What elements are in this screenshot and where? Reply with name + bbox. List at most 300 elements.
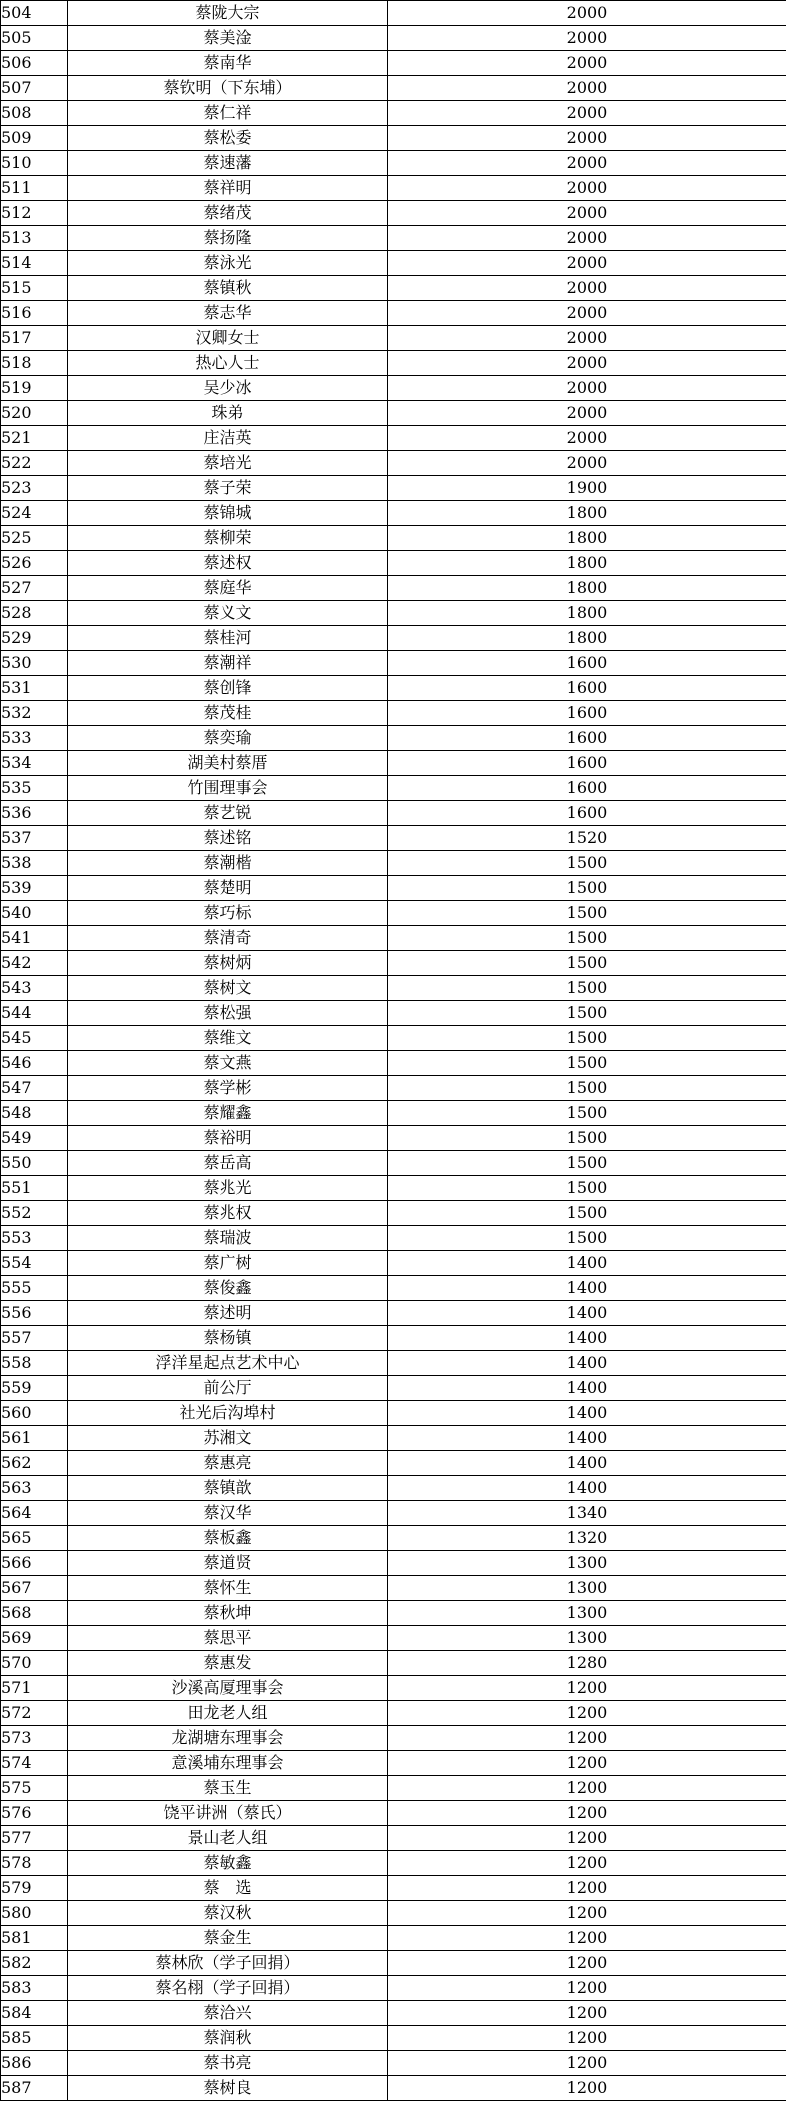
- donor-name: 蔡兆光: [68, 1176, 388, 1201]
- donor-name: 蔡楚明: [68, 876, 388, 901]
- donor-name: 蔡潮楷: [68, 851, 388, 876]
- row-number: 551: [1, 1176, 68, 1201]
- donor-name: 蔡秋坤: [68, 1601, 388, 1626]
- donation-amount: 1500: [388, 1051, 786, 1076]
- donor-name: 蔡子荣: [68, 476, 388, 501]
- donation-amount: 1300: [388, 1626, 786, 1651]
- donor-name: 蔡陇大宗: [68, 1, 388, 26]
- donation-amount: 1280: [388, 1651, 786, 1676]
- row-number: 522: [1, 451, 68, 476]
- table-row: [1, 1251, 786, 1276]
- table-row: [1, 1126, 786, 1151]
- donation-amount: 1500: [388, 951, 786, 976]
- donor-name: 蔡奕瑜: [68, 726, 388, 751]
- row-number: 504: [1, 1, 68, 26]
- row-number: 509: [1, 126, 68, 151]
- table-row: [1, 1426, 786, 1451]
- donor-name: 蔡道贤: [68, 1551, 388, 1576]
- table-row: [1, 1626, 786, 1651]
- row-number: 524: [1, 501, 68, 526]
- donor-name: 蔡扬隆: [68, 226, 388, 251]
- donation-amount: 1200: [388, 1976, 786, 2001]
- donation-amount: 1500: [388, 1151, 786, 1176]
- donor-name: 蔡镇歆: [68, 1476, 388, 1501]
- donation-amount: 1400: [388, 1351, 786, 1376]
- donation-amount: 2000: [388, 26, 786, 51]
- donor-name: 景山老人组: [68, 1826, 388, 1851]
- donor-name: 蔡南华: [68, 51, 388, 76]
- donation-amount: 2000: [388, 301, 786, 326]
- row-number: 550: [1, 1151, 68, 1176]
- donor-name: 蔡怀生: [68, 1576, 388, 1601]
- donor-name: 吴少冰: [68, 376, 388, 401]
- table-row: [1, 626, 786, 651]
- table-row: [1, 1951, 786, 1976]
- table-row: [1, 1826, 786, 1851]
- donor-name: 蔡瑞波: [68, 1226, 388, 1251]
- donation-amount: 1800: [388, 501, 786, 526]
- row-number: 554: [1, 1251, 68, 1276]
- donor-name: 蔡述权: [68, 551, 388, 576]
- donor-name: 蔡杨镇: [68, 1326, 388, 1351]
- table-row: [1, 1451, 786, 1476]
- donor-name: 蔡钦明（下东埔）: [68, 76, 388, 101]
- table-row: [1, 401, 786, 426]
- donor-name: 蔡玉生: [68, 1776, 388, 1801]
- donor-name: 蔡庭华: [68, 576, 388, 601]
- donor-name: 蔡文燕: [68, 1051, 388, 1076]
- donor-name: 社光后沟埠村: [68, 1401, 388, 1426]
- donor-name: 蔡广树: [68, 1251, 388, 1276]
- donor-name: 蔡绪茂: [68, 201, 388, 226]
- row-number: 511: [1, 176, 68, 201]
- row-number: 561: [1, 1426, 68, 1451]
- row-number: 555: [1, 1276, 68, 1301]
- donation-amount: 2000: [388, 151, 786, 176]
- table-row: [1, 276, 786, 301]
- donor-name: 蔡创锋: [68, 676, 388, 701]
- donor-name: 蔡金生: [68, 1926, 388, 1951]
- donation-amount: 2000: [388, 426, 786, 451]
- donation-amount: 1600: [388, 801, 786, 826]
- donation-amount: 1340: [388, 1501, 786, 1526]
- donation-amount: 1500: [388, 1226, 786, 1251]
- donation-amount: 1200: [388, 1751, 786, 1776]
- donor-name: 蔡润秋: [68, 2026, 388, 2051]
- row-number: 546: [1, 1051, 68, 1076]
- donor-name: 蔡巧标: [68, 901, 388, 926]
- donation-amount: 1500: [388, 1076, 786, 1101]
- row-number: 563: [1, 1476, 68, 1501]
- table-row: [1, 1726, 786, 1751]
- donation-amount: 2000: [388, 226, 786, 251]
- row-number: 532: [1, 701, 68, 726]
- row-number: 547: [1, 1076, 68, 1101]
- row-number: 575: [1, 1776, 68, 1801]
- table-row: [1, 1226, 786, 1251]
- donation-amount: 1600: [388, 751, 786, 776]
- row-number: 578: [1, 1851, 68, 1876]
- table-row: [1, 951, 786, 976]
- row-number: 526: [1, 551, 68, 576]
- donation-amount: 1200: [388, 1876, 786, 1901]
- donation-amount: 1200: [388, 2001, 786, 2026]
- table-row: [1, 176, 786, 201]
- donation-amount: 1300: [388, 1551, 786, 1576]
- table-row: [1, 1676, 786, 1701]
- table-row: [1, 801, 786, 826]
- donor-name: 蔡名栩（学子回捐）: [68, 1976, 388, 2001]
- table-row: [1, 1176, 786, 1201]
- donor-name: 田龙老人组: [68, 1701, 388, 1726]
- row-number: 584: [1, 2001, 68, 2026]
- donation-amount: 1500: [388, 1126, 786, 1151]
- table-row: [1, 1576, 786, 1601]
- row-number: 544: [1, 1001, 68, 1026]
- donor-name: 蔡岳高: [68, 1151, 388, 1176]
- donor-name: 浮洋星起点艺术中心: [68, 1351, 388, 1376]
- donation-table-body: [1, 1, 786, 2101]
- donation-amount: 1300: [388, 1576, 786, 1601]
- row-number: 557: [1, 1326, 68, 1351]
- row-number: 520: [1, 401, 68, 426]
- donation-amount: 2000: [388, 376, 786, 401]
- donation-amount: 1200: [388, 1701, 786, 1726]
- row-number: 558: [1, 1351, 68, 1376]
- donation-amount: 1800: [388, 626, 786, 651]
- donation-amount: 1500: [388, 976, 786, 1001]
- row-number: 556: [1, 1301, 68, 1326]
- table-row: [1, 1351, 786, 1376]
- donation-amount: 1520: [388, 826, 786, 851]
- donor-name: 蔡茂桂: [68, 701, 388, 726]
- table-row: [1, 1551, 786, 1576]
- table-row: [1, 1876, 786, 1901]
- table-row: [1, 1151, 786, 1176]
- donor-name: 蔡书亮: [68, 2051, 388, 2076]
- table-row: [1, 26, 786, 51]
- row-number: 505: [1, 26, 68, 51]
- row-number: 515: [1, 276, 68, 301]
- row-number: 583: [1, 1976, 68, 2001]
- table-row: [1, 376, 786, 401]
- donor-name: 龙湖塘东理事会: [68, 1726, 388, 1751]
- row-number: 525: [1, 526, 68, 551]
- donation-amount: 2000: [388, 126, 786, 151]
- donation-amount: 2000: [388, 101, 786, 126]
- donor-name: 前公厅: [68, 1376, 388, 1401]
- row-number: 529: [1, 626, 68, 651]
- table-row: [1, 676, 786, 701]
- donation-amount: 2000: [388, 401, 786, 426]
- row-number: 519: [1, 376, 68, 401]
- donor-name: 蔡速藩: [68, 151, 388, 176]
- donation-amount: 1200: [388, 1826, 786, 1851]
- table-row: [1, 1651, 786, 1676]
- donation-amount: 1500: [388, 851, 786, 876]
- donor-name: 蔡汉华: [68, 1501, 388, 1526]
- table-row: [1, 426, 786, 451]
- donor-name: 蔡清奇: [68, 926, 388, 951]
- donor-name: 蔡惠亮: [68, 1451, 388, 1476]
- row-number: 577: [1, 1826, 68, 1851]
- donation-amount: 1400: [388, 1276, 786, 1301]
- row-number: 579: [1, 1876, 68, 1901]
- donor-name: 蔡惠发: [68, 1651, 388, 1676]
- donor-name: 蔡美淦: [68, 26, 388, 51]
- donor-name: 珠弟: [68, 401, 388, 426]
- row-number: 559: [1, 1376, 68, 1401]
- donor-name: 蔡树良: [68, 2076, 388, 2101]
- donation-amount: 1200: [388, 1801, 786, 1826]
- table-row: [1, 1376, 786, 1401]
- table-row: [1, 2026, 786, 2051]
- table-row: [1, 1601, 786, 1626]
- row-number: 540: [1, 901, 68, 926]
- table-row: [1, 1076, 786, 1101]
- donor-name: 蔡仁祥: [68, 101, 388, 126]
- table-row: [1, 351, 786, 376]
- table-row: [1, 776, 786, 801]
- donor-name: 蔡述铭: [68, 826, 388, 851]
- donor-name: 蔡锦城: [68, 501, 388, 526]
- donation-amount: 1200: [388, 1726, 786, 1751]
- row-number: 507: [1, 76, 68, 101]
- table-row: [1, 201, 786, 226]
- donation-amount: 1400: [388, 1426, 786, 1451]
- donor-name: 蔡板鑫: [68, 1526, 388, 1551]
- donor-name: 蔡柳荣: [68, 526, 388, 551]
- donation-amount: 1200: [388, 2026, 786, 2051]
- table-row: [1, 901, 786, 926]
- table-row: [1, 876, 786, 901]
- donation-amount: 1500: [388, 876, 786, 901]
- table-row: [1, 2001, 786, 2026]
- row-number: 552: [1, 1201, 68, 1226]
- donation-amount: 1200: [388, 1951, 786, 1976]
- table-row: [1, 1801, 786, 1826]
- row-number: 567: [1, 1576, 68, 1601]
- donation-amount: 1200: [388, 1851, 786, 1876]
- table-row: [1, 451, 786, 476]
- row-number: 518: [1, 351, 68, 376]
- donation-amount: 1800: [388, 576, 786, 601]
- donation-amount: 1900: [388, 476, 786, 501]
- table-row: [1, 1051, 786, 1076]
- table-row: [1, 1776, 786, 1801]
- donor-name: 蔡桂河: [68, 626, 388, 651]
- row-number: 531: [1, 676, 68, 701]
- donor-name: 蔡述明: [68, 1301, 388, 1326]
- table-row: [1, 1926, 786, 1951]
- donor-name: 竹围理事会: [68, 776, 388, 801]
- row-number: 581: [1, 1926, 68, 1951]
- table-row: [1, 1701, 786, 1726]
- table-row: [1, 751, 786, 776]
- donation-amount: 2000: [388, 176, 786, 201]
- donation-amount: 1500: [388, 901, 786, 926]
- row-number: 542: [1, 951, 68, 976]
- donation-amount: 1320: [388, 1526, 786, 1551]
- row-number: 572: [1, 1701, 68, 1726]
- donor-name: 蔡松委: [68, 126, 388, 151]
- row-number: 512: [1, 201, 68, 226]
- row-number: 564: [1, 1501, 68, 1526]
- table-row: [1, 2051, 786, 2076]
- row-number: 523: [1, 476, 68, 501]
- row-number: 534: [1, 751, 68, 776]
- table-row: [1, 1476, 786, 1501]
- donor-name: 蔡泳光: [68, 251, 388, 276]
- donor-name: 蔡潮祥: [68, 651, 388, 676]
- donation-amount: 1400: [388, 1326, 786, 1351]
- row-number: 560: [1, 1401, 68, 1426]
- donor-name: 蔡松强: [68, 1001, 388, 1026]
- row-number: 582: [1, 1951, 68, 1976]
- row-number: 539: [1, 876, 68, 901]
- table-row: [1, 151, 786, 176]
- donor-name: 蔡学彬: [68, 1076, 388, 1101]
- table-row: [1, 501, 786, 526]
- donation-amount: 1500: [388, 1201, 786, 1226]
- table-row: [1, 651, 786, 676]
- table-row: [1, 251, 786, 276]
- row-number: 514: [1, 251, 68, 276]
- table-row: [1, 1326, 786, 1351]
- table-row: [1, 1101, 786, 1126]
- table-row: [1, 126, 786, 151]
- donor-name: 蔡兆权: [68, 1201, 388, 1226]
- donation-amount: 1500: [388, 1026, 786, 1051]
- table-row: [1, 326, 786, 351]
- row-number: 553: [1, 1226, 68, 1251]
- donation-amount: 1500: [388, 1101, 786, 1126]
- donor-name: 蔡林欣（学子回捐）: [68, 1951, 388, 1976]
- donation-amount: 1600: [388, 701, 786, 726]
- row-number: 537: [1, 826, 68, 851]
- donation-amount: 1500: [388, 1001, 786, 1026]
- table-row: [1, 476, 786, 501]
- table-row: [1, 1001, 786, 1026]
- table-row: [1, 926, 786, 951]
- table-row: [1, 101, 786, 126]
- donor-name: 蔡 选: [68, 1876, 388, 1901]
- donor-name: 热心人士: [68, 351, 388, 376]
- row-number: 510: [1, 151, 68, 176]
- row-number: 586: [1, 2051, 68, 2076]
- table-row: [1, 1751, 786, 1776]
- donation-amount: 2000: [388, 76, 786, 101]
- donation-amount: 1500: [388, 926, 786, 951]
- row-number: 570: [1, 1651, 68, 1676]
- row-number: 521: [1, 426, 68, 451]
- donor-name: 蔡艺锐: [68, 801, 388, 826]
- table-row: [1, 76, 786, 101]
- donor-name: 汉卿女士: [68, 326, 388, 351]
- row-number: 566: [1, 1551, 68, 1576]
- donor-name: 意溪埔东理事会: [68, 1751, 388, 1776]
- donor-name: 蔡镇秋: [68, 276, 388, 301]
- row-number: 527: [1, 576, 68, 601]
- donation-amount: 1200: [388, 2076, 786, 2101]
- table-row: [1, 551, 786, 576]
- table-row: [1, 2076, 786, 2101]
- row-number: 549: [1, 1126, 68, 1151]
- table-row: [1, 226, 786, 251]
- donor-name: 蔡敏鑫: [68, 1851, 388, 1876]
- row-number: 538: [1, 851, 68, 876]
- donor-name: 饶平讲洲（蔡氏）: [68, 1801, 388, 1826]
- row-number: 508: [1, 101, 68, 126]
- donation-amount: 2000: [388, 1, 786, 26]
- table-row: [1, 851, 786, 876]
- donor-name: 蔡维文: [68, 1026, 388, 1051]
- row-number: 548: [1, 1101, 68, 1126]
- donor-name: 蔡祥明: [68, 176, 388, 201]
- donation-amount: 1400: [388, 1376, 786, 1401]
- row-number: 506: [1, 51, 68, 76]
- donation-amount: 2000: [388, 201, 786, 226]
- donor-name: 庄洁英: [68, 426, 388, 451]
- donation-amount: 1400: [388, 1401, 786, 1426]
- row-number: 545: [1, 1026, 68, 1051]
- donation-amount: 1200: [388, 1926, 786, 1951]
- row-number: 568: [1, 1601, 68, 1626]
- table-row: [1, 976, 786, 1001]
- table-row: [1, 51, 786, 76]
- donation-amount: 2000: [388, 326, 786, 351]
- donation-amount: 1400: [388, 1476, 786, 1501]
- table-row: [1, 1901, 786, 1926]
- donor-name: 蔡耀鑫: [68, 1101, 388, 1126]
- table-row: [1, 1201, 786, 1226]
- donation-amount: 1400: [388, 1251, 786, 1276]
- table-row: [1, 1526, 786, 1551]
- table-row: [1, 701, 786, 726]
- donor-name: 蔡洽兴: [68, 2001, 388, 2026]
- donation-amount: 2000: [388, 51, 786, 76]
- row-number: 585: [1, 2026, 68, 2051]
- donor-name: 湖美村蔡厝: [68, 751, 388, 776]
- row-number: 574: [1, 1751, 68, 1776]
- donor-name: 蔡思平: [68, 1626, 388, 1651]
- row-number: 571: [1, 1676, 68, 1701]
- row-number: 562: [1, 1451, 68, 1476]
- donation-amount: 1600: [388, 726, 786, 751]
- donation-amount: 1300: [388, 1601, 786, 1626]
- table-row: [1, 1976, 786, 2001]
- donor-name: 蔡义文: [68, 601, 388, 626]
- row-number: 576: [1, 1801, 68, 1826]
- donation-amount: 2000: [388, 276, 786, 301]
- row-number: 530: [1, 651, 68, 676]
- donation-amount: 1600: [388, 776, 786, 801]
- donor-name: 蔡树文: [68, 976, 388, 1001]
- donation-amount: 1800: [388, 526, 786, 551]
- donation-amount: 1800: [388, 551, 786, 576]
- donation-amount: 1400: [388, 1301, 786, 1326]
- table-row: [1, 1, 786, 26]
- row-number: 543: [1, 976, 68, 1001]
- donor-name: 蔡汉秋: [68, 1901, 388, 1926]
- donor-name: 蔡俊鑫: [68, 1276, 388, 1301]
- row-number: 580: [1, 1901, 68, 1926]
- table-row: [1, 1301, 786, 1326]
- row-number: 528: [1, 601, 68, 626]
- row-number: 517: [1, 326, 68, 351]
- table-row: [1, 1851, 786, 1876]
- table-row: [1, 526, 786, 551]
